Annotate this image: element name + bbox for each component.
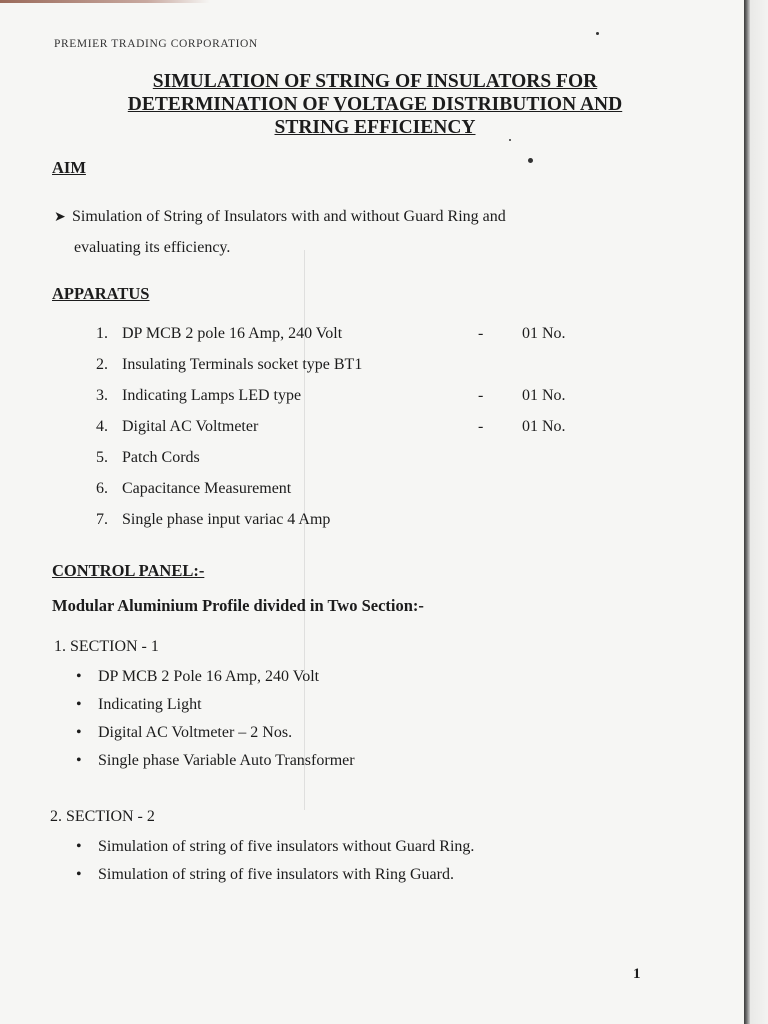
- apparatus-heading: APPARATUS: [52, 284, 150, 303]
- item-quantity: [522, 444, 612, 475]
- item-number: 7.: [96, 511, 108, 528]
- list-item: • Simulation of string of five insulators with Ring Guard.: [74, 862, 474, 890]
- item-name: Insulating Terminals socket type BT1: [122, 356, 363, 373]
- item-dash: [478, 506, 522, 537]
- item-name: Capacitance Measurement: [122, 480, 292, 497]
- section-1-list: [74, 664, 355, 776]
- apparatus-list: [96, 320, 616, 537]
- binding-shadow: [750, 0, 768, 1024]
- item-dash: -: [478, 325, 484, 342]
- list-item: • Digital AC Voltmeter – 2 Nos.: [74, 720, 355, 748]
- item-quantity: 01 No.: [522, 387, 566, 404]
- list-item: • Simulation of string of five insulators without Guard Ring.: [74, 834, 474, 862]
- list-item: [96, 351, 616, 382]
- item-dash: [478, 444, 522, 475]
- page-number: 1: [633, 966, 641, 982]
- item-number: 4.: [96, 418, 108, 435]
- item-quantity: [522, 506, 612, 537]
- list-item: [96, 444, 616, 475]
- item-quantity: 01 No.: [522, 418, 566, 435]
- list-item: [96, 382, 616, 413]
- control-panel-subheading: Modular Aluminium Profile divided in Two Section:-: [52, 596, 424, 615]
- item-name: DP MCB 2 pole 16 Amp, 240 Volt: [122, 325, 343, 342]
- list-item: • Single phase Variable Auto Transformer: [74, 748, 355, 776]
- title-line-1: SIMULATION OF STRING OF INSULATORS FOR: [152, 71, 598, 92]
- item-name: Indicating Lamps LED type: [122, 387, 302, 404]
- arrow-bullet-icon: ➤: [54, 210, 66, 225]
- item-number: 1.: [96, 325, 108, 342]
- section-2-title: 2. SECTION - 2: [50, 808, 155, 825]
- control-panel-heading: CONTROL PANEL:-: [52, 561, 205, 580]
- list-item: [96, 413, 616, 444]
- list-item: [96, 320, 616, 351]
- item-number: 6.: [96, 480, 108, 497]
- document-title: [0, 70, 700, 139]
- title-line-3: STRING EFFICIENCY: [274, 117, 476, 138]
- item-dash: -: [478, 387, 484, 404]
- item-name: Single phase input variac 4 Amp: [122, 511, 331, 528]
- list-item: • Indicating Light: [74, 692, 355, 720]
- aim-paragraph: [54, 202, 654, 263]
- aim-line-1: Simulation of String of Insulators with and without Guard Ring and: [72, 208, 506, 225]
- item-dash: [478, 475, 522, 506]
- page-edge: [0, 0, 210, 3]
- company-name: PREMIER TRADING CORPORATION: [54, 38, 258, 50]
- item-dash: -: [478, 418, 484, 435]
- item-dash: [478, 351, 522, 382]
- item-quantity: 01 No.: [522, 325, 566, 342]
- item-number: 3.: [96, 387, 108, 404]
- list-item: [96, 506, 616, 537]
- list-item: • DP MCB 2 Pole 16 Amp, 240 Volt: [74, 664, 355, 692]
- item-number: 2.: [96, 356, 108, 373]
- aim-line-2: evaluating its efficiency.: [74, 239, 231, 256]
- section-1-title: 1. SECTION - 1: [54, 638, 159, 655]
- item-number: 5.: [96, 449, 108, 466]
- item-quantity: [522, 475, 612, 506]
- item-quantity: [522, 351, 612, 382]
- list-item: [96, 475, 616, 506]
- item-name: Digital AC Voltmeter: [122, 418, 259, 435]
- item-name: Patch Cords: [122, 449, 200, 466]
- aim-heading: AIM: [52, 158, 86, 177]
- title-line-2: DETERMINATION OF VOLTAGE DISTRIBUTION AND: [127, 94, 623, 115]
- section-2-list: [74, 834, 474, 890]
- binding-edge: [744, 0, 750, 1024]
